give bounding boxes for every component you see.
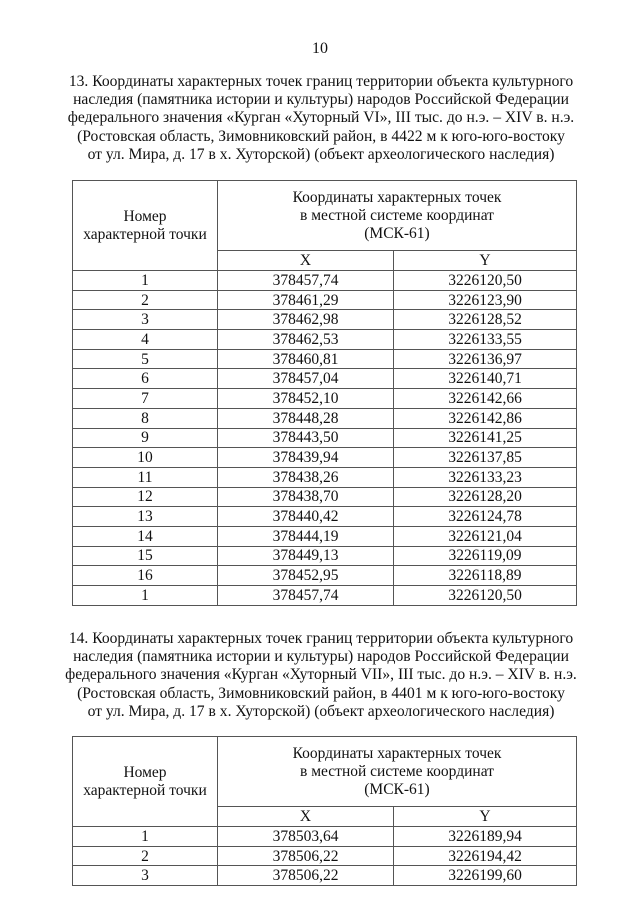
x-coordinate-cell: 378438,70 bbox=[218, 487, 394, 507]
table-row bbox=[73, 369, 577, 389]
header-line: в местной системе координат bbox=[300, 206, 494, 224]
point-number-cell: 7 bbox=[73, 389, 218, 409]
y-coordinate-cell: 3226136,97 bbox=[394, 349, 577, 369]
y-coordinate-cell: 3226119,09 bbox=[394, 546, 577, 566]
point-number-cell: 10 bbox=[73, 448, 218, 468]
y-header: Y bbox=[394, 251, 577, 271]
point-number-cell: 6 bbox=[73, 369, 218, 389]
table-row bbox=[73, 866, 577, 886]
header-line: Номер bbox=[123, 763, 167, 781]
x-header: X bbox=[218, 251, 394, 271]
x-coordinate-cell: 378443,50 bbox=[218, 428, 394, 448]
header-line: (МСК-61) bbox=[364, 780, 430, 798]
title-line: наследия (памятника истории и культуры) народов Российской Федерации bbox=[73, 91, 569, 109]
x-coordinate-cell: 378440,42 bbox=[218, 507, 394, 527]
header-line: Координаты характерных точек bbox=[292, 744, 502, 762]
title-line: от ул. Мира, д. 17 в х. Хуторской) (объект археологического наследия) bbox=[87, 702, 555, 720]
x-coordinate-cell: 378462,98 bbox=[218, 310, 394, 330]
x-coordinate-cell: 378439,94 bbox=[218, 448, 394, 468]
y-coordinate-cell: 3226142,66 bbox=[394, 389, 577, 409]
title-line: наследия (памятника истории и культуры) народов Российской Федерации bbox=[73, 648, 569, 666]
title-line: (Ростовская область, Зимовниковский район, в 4422 м к юго-юго-востоку bbox=[77, 127, 565, 145]
point-number-cell: 1 bbox=[73, 827, 218, 847]
x-coordinate-cell: 378506,22 bbox=[218, 866, 394, 886]
x-coordinate-cell: 378457,74 bbox=[218, 271, 394, 291]
y-coordinate-cell: 3226142,86 bbox=[394, 408, 577, 428]
y-header: Y bbox=[394, 807, 577, 827]
y-coordinate-cell: 3226141,25 bbox=[394, 428, 577, 448]
y-coordinate-cell: 3226123,90 bbox=[394, 290, 577, 310]
table-row bbox=[73, 467, 577, 487]
title-line: 14. Координаты характерных точек границ территории объекта культурного bbox=[68, 630, 574, 647]
point-number-cell: 15 bbox=[73, 546, 218, 566]
point-number-cell: 8 bbox=[73, 408, 218, 428]
title-line: (Ростовская область, Зимовниковский район, в 4401 м к юго-юго-востоку bbox=[77, 684, 565, 702]
table-row bbox=[73, 389, 577, 409]
x-header: X bbox=[218, 807, 394, 827]
table-row bbox=[73, 846, 577, 866]
y-coordinate-cell: 3226120,50 bbox=[394, 271, 577, 291]
y-coordinate-cell: 3226133,55 bbox=[394, 330, 577, 350]
header-line: (МСК-61) bbox=[364, 224, 430, 242]
point-number-header bbox=[73, 737, 218, 827]
coordinates-table-14 bbox=[72, 736, 577, 886]
y-coordinate-cell: 3226199,60 bbox=[394, 866, 577, 886]
header-line: характерной точки bbox=[83, 781, 207, 799]
y-coordinate-cell: 3226137,85 bbox=[394, 448, 577, 468]
table-row bbox=[73, 566, 577, 586]
point-number-cell: 12 bbox=[73, 487, 218, 507]
x-coordinate-cell: 378462,53 bbox=[218, 330, 394, 350]
table-row bbox=[73, 290, 577, 310]
point-number-cell: 2 bbox=[73, 290, 218, 310]
table-row bbox=[73, 507, 577, 527]
y-coordinate-cell: 3226118,89 bbox=[394, 566, 577, 586]
header-line: характерной точки bbox=[83, 225, 207, 243]
point-number-cell: 5 bbox=[73, 349, 218, 369]
y-coordinate-cell: 3226133,23 bbox=[394, 467, 577, 487]
y-coordinate-cell: 3226128,20 bbox=[394, 487, 577, 507]
table-row bbox=[73, 428, 577, 448]
x-coordinate-cell: 378444,19 bbox=[218, 526, 394, 546]
table-row bbox=[73, 349, 577, 369]
table-row bbox=[73, 271, 577, 291]
point-number-cell: 16 bbox=[73, 566, 218, 586]
coordinates-header bbox=[218, 181, 577, 251]
y-coordinate-cell: 3226121,04 bbox=[394, 526, 577, 546]
y-coordinate-cell: 3226124,78 bbox=[394, 507, 577, 527]
y-coordinate-cell: 3226128,52 bbox=[394, 310, 577, 330]
title-line: 13. Координаты характерных точек границ территории объекта культурного bbox=[68, 73, 574, 90]
point-number-cell: 14 bbox=[73, 526, 218, 546]
y-coordinate-cell: 3226189,94 bbox=[394, 827, 577, 847]
section-14-title bbox=[60, 630, 582, 721]
section-13-title bbox=[60, 73, 582, 164]
coordinates-table-13 bbox=[72, 180, 577, 606]
title-line: от ул. Мира, д. 17 в х. Хуторской) (объект археологического наследия) bbox=[87, 145, 555, 163]
x-coordinate-cell: 378457,04 bbox=[218, 369, 394, 389]
header-line: в местной системе координат bbox=[300, 762, 494, 780]
y-coordinate-cell: 3226194,42 bbox=[394, 846, 577, 866]
point-number-cell: 13 bbox=[73, 507, 218, 527]
table-row bbox=[73, 586, 577, 606]
table-row bbox=[73, 487, 577, 507]
point-number-cell: 2 bbox=[73, 846, 218, 866]
table-row bbox=[73, 310, 577, 330]
x-coordinate-cell: 378448,28 bbox=[218, 408, 394, 428]
table-row bbox=[73, 448, 577, 468]
x-coordinate-cell: 378457,74 bbox=[218, 586, 394, 606]
x-coordinate-cell: 378452,10 bbox=[218, 389, 394, 409]
table-row bbox=[73, 827, 577, 847]
x-coordinate-cell: 378449,13 bbox=[218, 546, 394, 566]
y-coordinate-cell: 3226120,50 bbox=[394, 586, 577, 606]
title-line: федерального значения «Курган «Хуторный VII», III тыс. до н.э. – XIV в. н.э. bbox=[65, 666, 577, 684]
point-number-cell: 3 bbox=[73, 310, 218, 330]
page-number: 10 bbox=[312, 40, 328, 57]
point-number-cell: 1 bbox=[73, 271, 218, 291]
point-number-cell: 1 bbox=[73, 586, 218, 606]
table-row bbox=[73, 330, 577, 350]
title-line: федерального значения «Курган «Хуторный VI», III тыс. до н.э. – XIV в. н.э. bbox=[67, 109, 575, 127]
point-number-cell: 9 bbox=[73, 428, 218, 448]
table-row bbox=[73, 526, 577, 546]
coordinates-header bbox=[218, 737, 577, 807]
header-line: Номер bbox=[123, 207, 167, 225]
x-coordinate-cell: 378503,64 bbox=[218, 827, 394, 847]
y-coordinate-cell: 3226140,71 bbox=[394, 369, 577, 389]
x-coordinate-cell: 378452,95 bbox=[218, 566, 394, 586]
point-number-cell: 4 bbox=[73, 330, 218, 350]
x-coordinate-cell: 378506,22 bbox=[218, 846, 394, 866]
table-row bbox=[73, 546, 577, 566]
point-number-cell: 3 bbox=[73, 866, 218, 886]
header-line: Координаты характерных точек bbox=[292, 188, 502, 206]
table-row bbox=[73, 408, 577, 428]
x-coordinate-cell: 378460,81 bbox=[218, 349, 394, 369]
x-coordinate-cell: 378438,26 bbox=[218, 467, 394, 487]
point-number-cell: 11 bbox=[73, 467, 218, 487]
point-number-header bbox=[73, 181, 218, 271]
x-coordinate-cell: 378461,29 bbox=[218, 290, 394, 310]
